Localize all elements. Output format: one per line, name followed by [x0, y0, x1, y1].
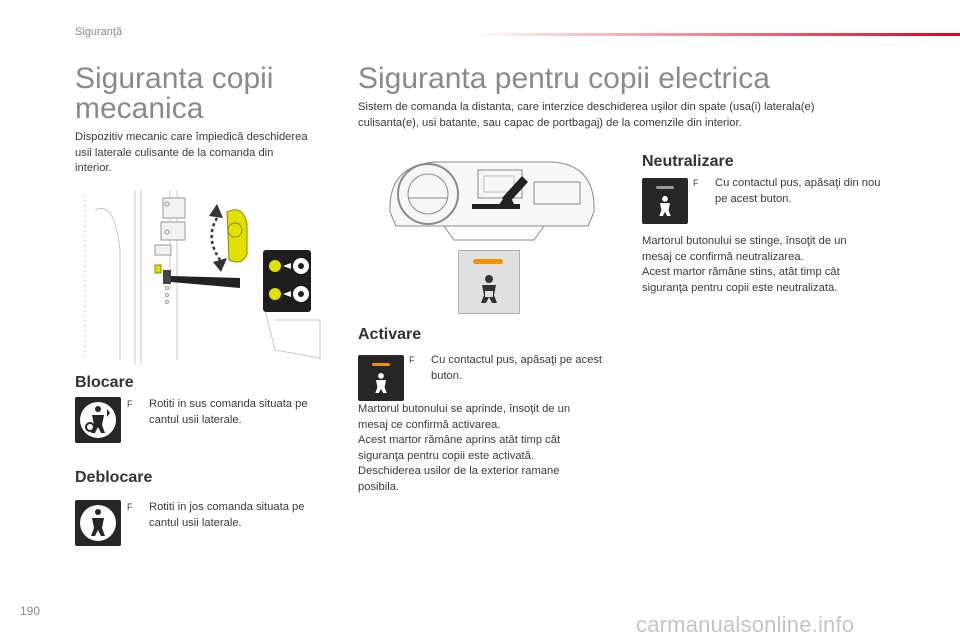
child-lock-icon-small: [371, 371, 391, 395]
neutralizare-heading: Neutralizare: [642, 153, 734, 170]
indicator-on-light: [473, 259, 503, 264]
header-accent-line: [470, 33, 960, 36]
blocare-heading: Blocare: [75, 374, 134, 391]
watermark: carmanualsonline.info: [636, 612, 855, 637]
right-title: Siguranta pentru copii electrica: [358, 62, 770, 95]
activare-heading: Activare: [358, 326, 422, 343]
page-number: 190: [20, 604, 41, 618]
child-lock-icon: [475, 273, 503, 305]
left-intro: Dispozitiv mecanic care împiedică deschiderea usii laterale culisante de la comanda din interior.: [75, 131, 308, 174]
section-header: Siguranţă: [75, 26, 123, 38]
deblocare-bullet: F Rotiti in jos comanda situata pe cantul usii laterale.: [127, 501, 305, 529]
unlock-child-icon: [75, 500, 121, 546]
child-lock-icon-off: [655, 194, 675, 218]
button-active-illustration: [458, 250, 520, 314]
deblocare-heading: Deblocare: [75, 469, 153, 486]
dashboard-illustration: [384, 152, 600, 244]
neutralizare-bullet: F Cu contactul pus, apăsaţi din nou pe acest buton.: [693, 177, 881, 205]
activare-button-icon: [358, 355, 404, 401]
door-lock-illustration: [75, 190, 325, 365]
right-intro: Sistem de comanda la distanta, care interzice deschiderea uşilor din spate (usa(i) laterala(e) culisanta(e), usi batante, sau capac de portbagaj) de la comenzile din interior.: [358, 101, 815, 129]
neutralizare-text: Martorul butonului se stinge, însoţit de un mesaj ce confirmă neutralizarea. Acest martor rămâne stins, atât timp cât siguranţa pentru copii este neutralizata.: [642, 235, 847, 294]
lock-child-icon: [75, 397, 121, 443]
activare-bullet: F Cu contactul pus, apăsaţi pe acest buton.: [409, 354, 603, 382]
left-title-line2: mecanica: [75, 92, 204, 125]
neutralizare-button-icon: [642, 178, 688, 224]
blocare-bullet: F Rotiti in sus comanda situata pe cantul usii laterale.: [127, 398, 308, 426]
left-title-line1: Siguranta copii: [75, 62, 274, 95]
activare-text: Martorul butonului se aprinde, însoţit de un mesaj ce confirmă activarea. Acest martor rămâne aprins atât timp cât siguranţa pentru copii este activată. Deschiderea usilor de la exterior ramane posibila.: [358, 403, 571, 493]
